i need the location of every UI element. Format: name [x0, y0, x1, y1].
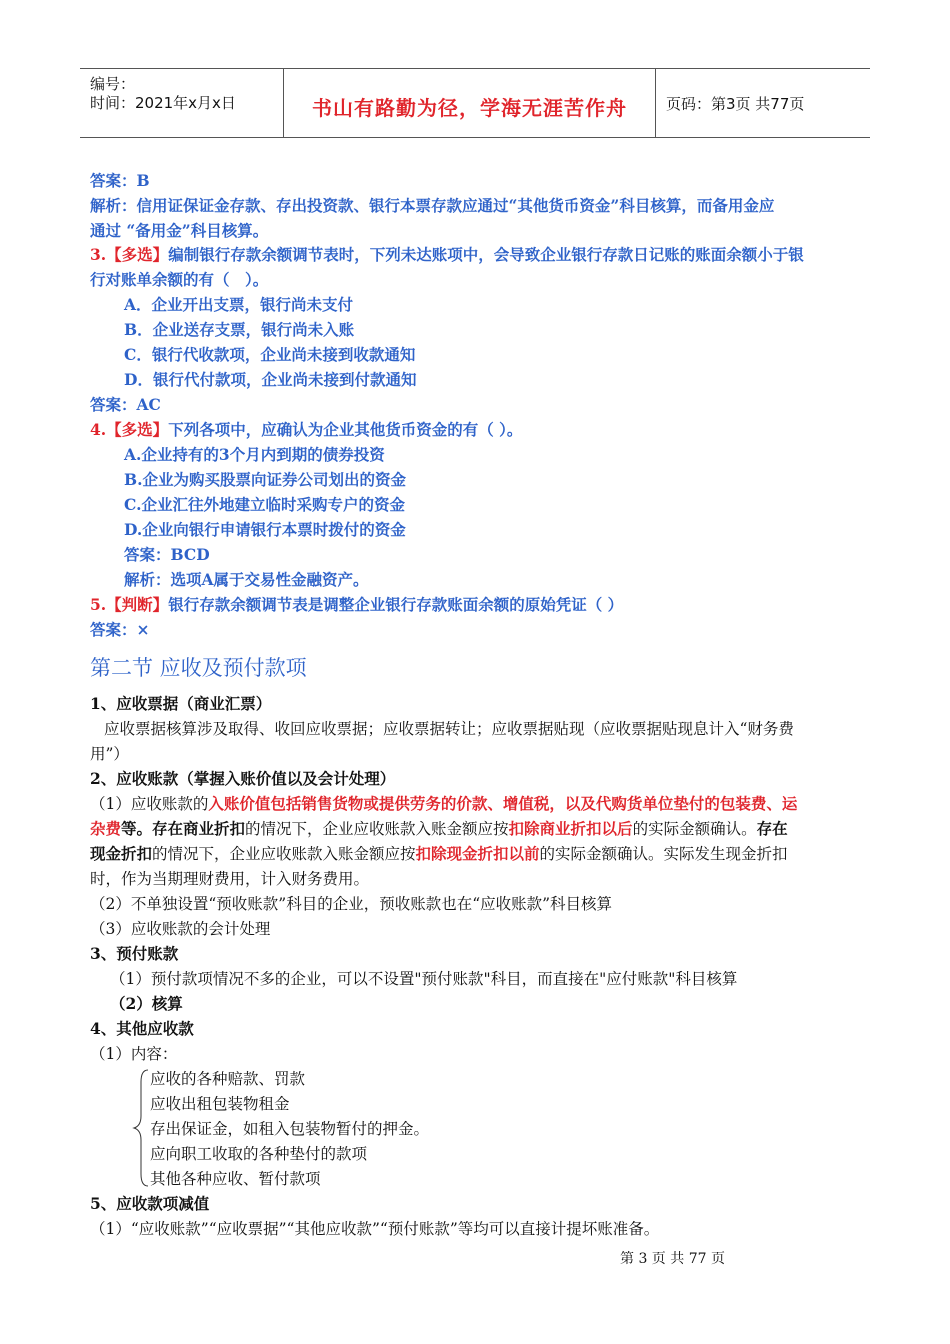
- s1-paragraph-line2: 用”）: [90, 745, 129, 763]
- q3-option-d: D．银行代付款项，企业尚未接到付款通知: [124, 370, 417, 389]
- q4-analysis: 解析：选项A属于交易性金融资产。: [124, 570, 369, 589]
- s2-line2-bold2: 存在: [756, 819, 788, 838]
- s4-item-4: 应向职工收取的各种垫付的款项: [150, 1145, 368, 1163]
- header-left-cell: [80, 69, 284, 137]
- s2-line3-text2: 的实际金额确认。实际发生现金折扣: [539, 845, 788, 863]
- s4-item-3: 存出保证金，如租入包装物暂付的押金。: [150, 1120, 430, 1138]
- header-right-cell: [656, 69, 870, 137]
- s2-line2-highlight1: 杂费: [90, 819, 122, 838]
- q5-question: [90, 595, 623, 615]
- s5-heading: 5、应收款项减值: [90, 1194, 210, 1213]
- s2-line3-text1: 的情况下，企业应收账款入账金额应按: [152, 845, 416, 863]
- q2-analysis-line1: 解析：信用证保证金存款、存出投资款、银行本票存款应通过“其他货币资金”科目核算，而备用金应: [90, 196, 775, 215]
- s4-item-2: 应收出租包装物租金: [150, 1095, 290, 1113]
- s2-line3: [90, 844, 788, 864]
- s2-line1-prefix: （1）应收账款的: [90, 795, 209, 813]
- s2-line1: [90, 794, 797, 814]
- q3-question-line2: 行对账单余额的有（ ）。: [90, 270, 269, 289]
- s3-heading: 3、预付账款: [90, 944, 179, 963]
- q4-option-d: D.企业向银行申请银行本票时拨付的资金: [124, 520, 406, 539]
- s2-line1-highlight: 入账价值包括销售货物或提供劳务的价款、增值税，以及代购货单位垫付的包装费、运: [208, 794, 798, 813]
- page-footer: 第 3 页 共 77 页: [620, 1251, 725, 1267]
- number-label: 编号：: [90, 75, 136, 93]
- q4-number: 4.【多选】: [90, 420, 169, 439]
- motto: 书山有路勤为径，学海无涯苦作舟: [312, 96, 627, 120]
- s3-line1: （1）预付款项情况不多的企业，可以不设置"预付账款"科目，而直接在"应付账款"科目核算: [110, 970, 738, 988]
- q3-answer: 答案：AC: [90, 395, 161, 414]
- s4-item-5: 其他各种应收、暂付款项: [150, 1170, 321, 1188]
- q3-text: 编制银行存款余额调节表时，下列未达账项中，会导致企业银行存款日记账的账面余额小于银: [168, 245, 804, 264]
- s4-line1: （1）内容：: [90, 1045, 178, 1063]
- s2-line2-highlight2: 扣除商业折扣以后: [508, 819, 633, 838]
- q3-question-line1: [90, 245, 804, 265]
- s2-line2-bold1: 等。存在商业折扣: [121, 819, 246, 838]
- time-label: 时间：2021年x月x日: [90, 94, 236, 112]
- s2-line3-highlight: 扣除现金折扣以前: [415, 844, 540, 863]
- q4-question: [90, 420, 522, 440]
- q3-number: 3.【多选】: [90, 245, 169, 264]
- q5-number: 5.【判断】: [90, 595, 169, 614]
- section-title: 第二节 应收及预付款项: [90, 656, 307, 680]
- s1-heading: 1、应收票据（商业汇票）: [90, 694, 272, 713]
- header-middle-cell: [284, 69, 656, 137]
- s2-heading: 2、应收账款（掌握入账价值以及会计处理）: [90, 769, 396, 788]
- s2-line2: [90, 819, 788, 839]
- s2-line6: （3）应收账款的会计处理: [90, 920, 271, 938]
- q2-analysis-line2: 通过 “备用金”科目核算。: [90, 221, 269, 240]
- s4-heading: 4、其他应收款: [90, 1019, 194, 1038]
- q4-option-a: A.企业持有的3个月内到期的债券投资: [124, 445, 385, 464]
- s5-line1: （1）“应收账款”“应收票据”“其他应收款”“预付账款”等均可以直接计提坏账准备。: [90, 1220, 660, 1238]
- brace-icon: [132, 1068, 152, 1188]
- q4-option-b: B.企业为购买股票向证券公司划出的资金: [124, 470, 406, 489]
- q3-option-c: C．银行代收款项，企业尚未接到收款通知: [124, 345, 416, 364]
- page-header: [80, 68, 870, 138]
- q2-answer: 答案：B: [90, 171, 150, 190]
- q3-option-a: A．企业开出支票，银行尚未支付: [124, 295, 354, 314]
- s4-item-1: 应收的各种赔款、罚款: [150, 1070, 306, 1088]
- s2-line2-text1: 的情况下，企业应收账款入账金额应按: [245, 820, 509, 838]
- q4-answer: 答案：BCD: [124, 545, 210, 564]
- s2-line4: 时，作为当期理财费用，计入财务费用。: [90, 870, 370, 888]
- q3-option-b: B．企业送存支票，银行尚未入账: [124, 320, 355, 339]
- s3-line2: （2）核算: [110, 994, 183, 1013]
- page-info: 页码：第3页 共77页: [666, 95, 805, 113]
- s2-line3-bold: 现金折扣: [90, 844, 153, 863]
- s1-paragraph-line1: 应收票据核算涉及取得、收回应收票据；应收票据转让；应收票据贴现（应收票据贴现息计入“财务费: [104, 720, 794, 738]
- q5-text: 银行存款余额调节表是调整企业银行存款账面余额的原始凭证（ ）: [168, 595, 624, 614]
- q4-text: 下列各项中，应确认为企业其他货币资金的有（ ）。: [168, 420, 523, 439]
- q5-answer: 答案：×: [90, 620, 150, 639]
- s2-line5: （2）不单独设置“预收账款”科目的企业，预收账款也在“应收账款”科目核算: [90, 895, 613, 913]
- s2-line2-text2: 的实际金额确认。: [632, 820, 757, 838]
- q4-option-c: C.企业汇往外地建立临时采购专户的资金: [124, 495, 405, 514]
